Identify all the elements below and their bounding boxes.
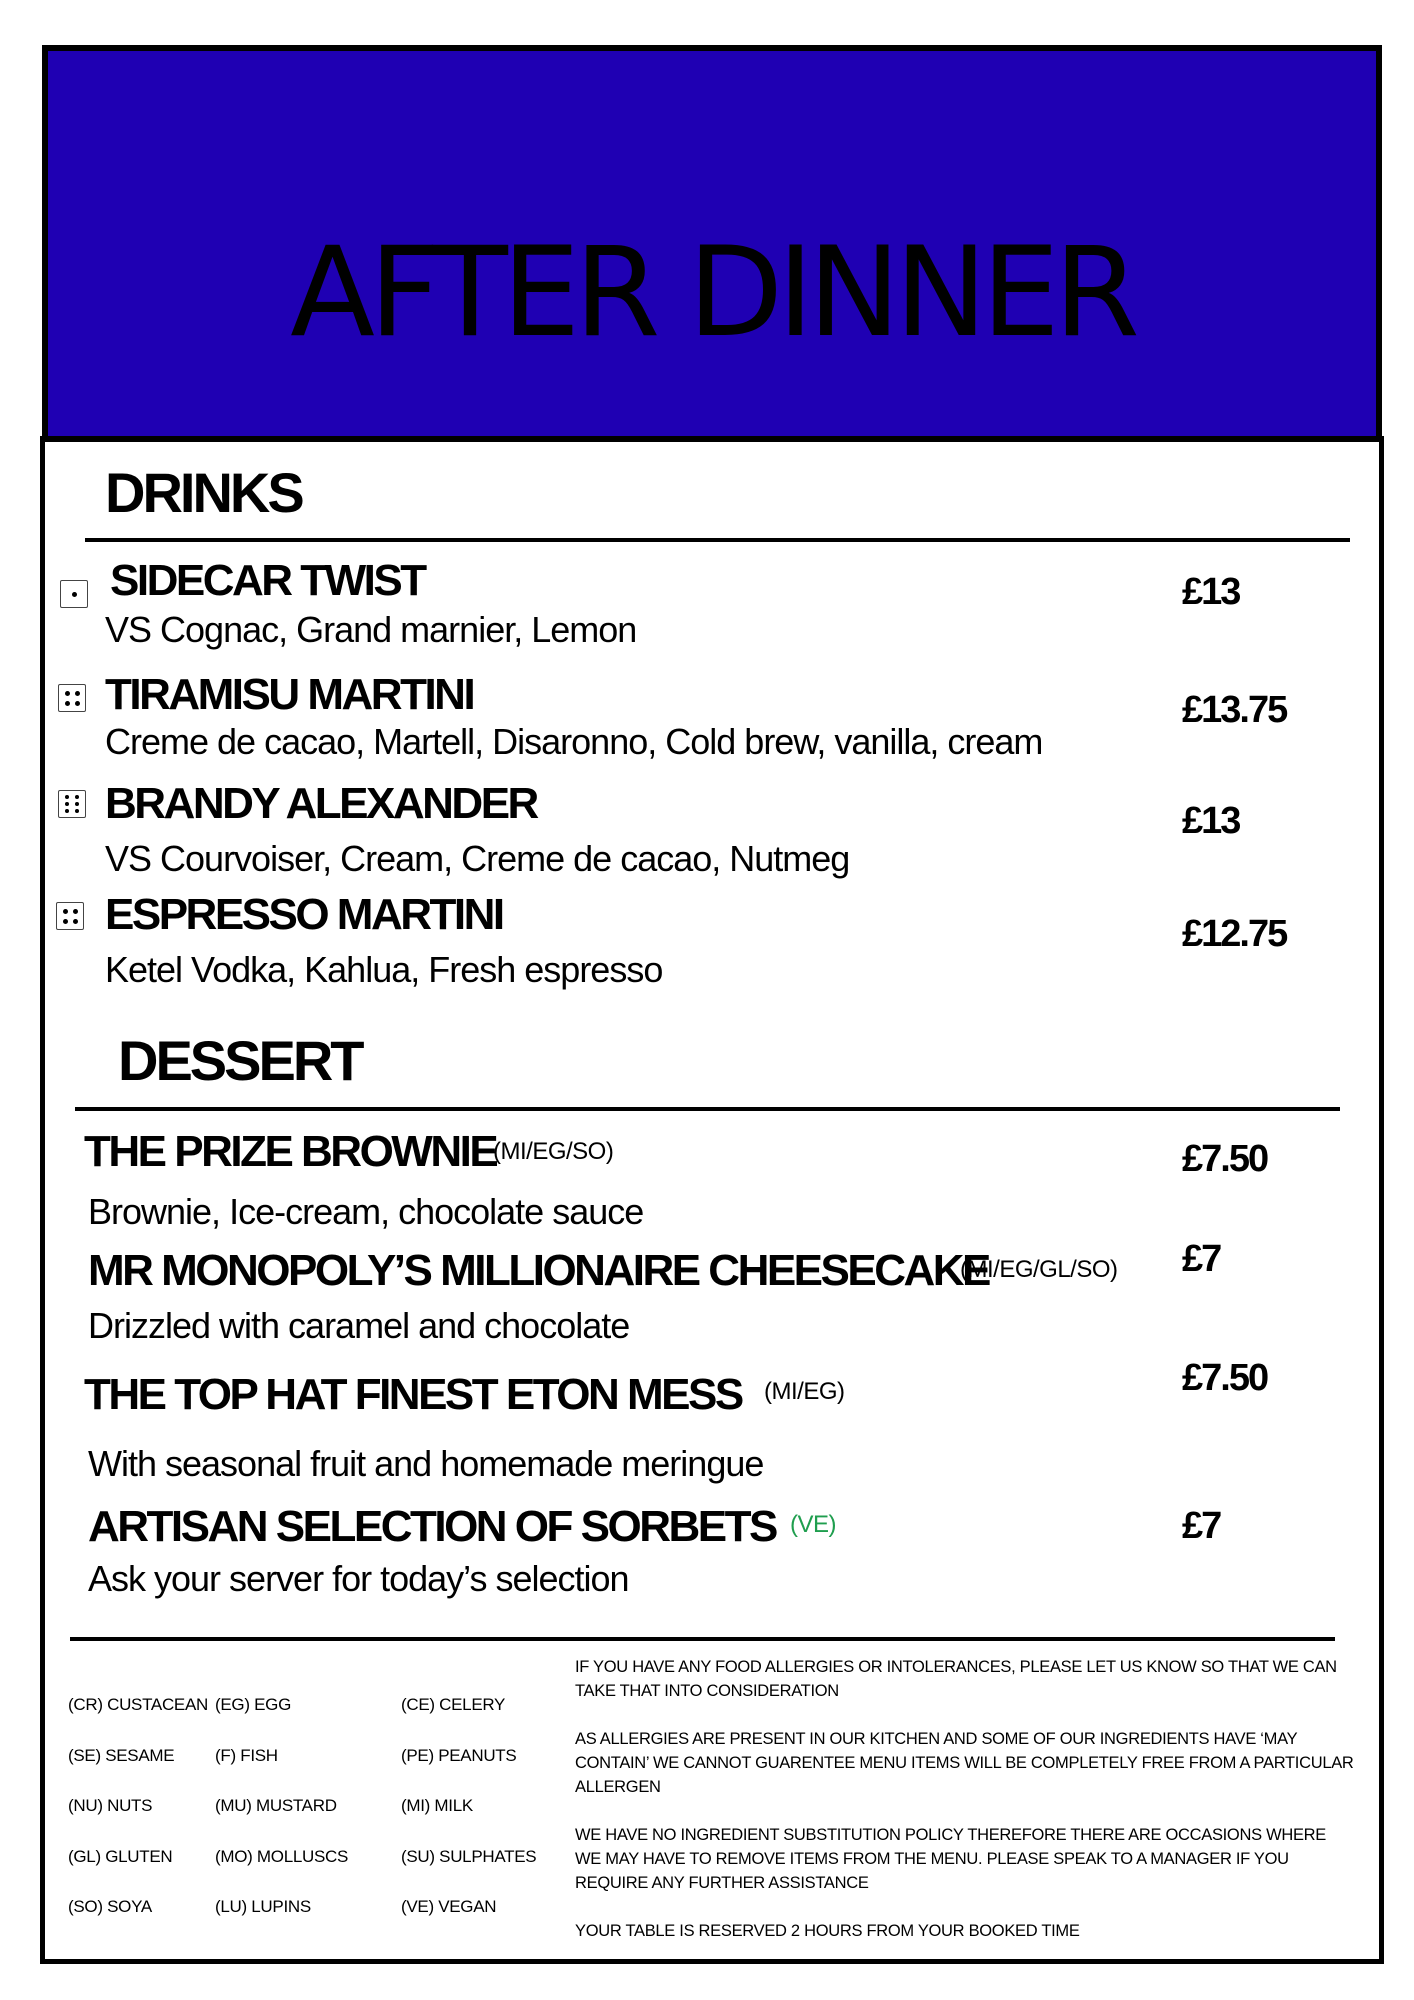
- allergen-key-item: (GL) GLUTEN: [68, 1846, 173, 1866]
- allergen-key-item: (CR) CUSTACEAN: [68, 1695, 208, 1714]
- dessert-allergens: (MI/EG): [764, 1378, 845, 1405]
- dessert-description: Brownie, Ice-cream, chocolate sauce: [88, 1191, 644, 1232]
- dessert-price: £7.50: [1182, 1138, 1268, 1180]
- allergy-notices: [575, 1655, 1355, 1967]
- vegan-tag: (VE): [790, 1511, 836, 1538]
- drink-description: VS Courvoiser, Cream, Creme de cacao, Nutmeg: [105, 838, 850, 879]
- dice-four-icon: [56, 902, 84, 930]
- dessert-name: MR MONOPOLY’S MILLIONAIRE CHEESECAKE: [88, 1246, 989, 1295]
- dice-four-icon: [58, 684, 86, 712]
- drink-price: £13: [1182, 800, 1240, 842]
- footer-divider: [70, 1637, 1335, 1641]
- dice-six-icon: [58, 790, 86, 818]
- dice-one-icon: [60, 580, 88, 608]
- notice-text: IF YOU HAVE ANY FOOD ALLERGIES OR INTOLERANCES, PLEASE LET US KNOW SO THAT WE CAN TAKE THAT INTO CONSIDERATION: [575, 1658, 1337, 1700]
- allergen-key-item: (MU) MUSTARD: [215, 1796, 337, 1815]
- dessert-name: THE TOP HAT FINEST ETON MESS: [84, 1370, 742, 1419]
- allergen-key-item: (F) FISH: [215, 1745, 278, 1765]
- allergen-key-item: (EG) EGG: [215, 1695, 291, 1714]
- dessert-name: ARTISAN SELECTION OF SORBETS: [88, 1502, 776, 1551]
- drink-description: Creme de cacao, Martell, Disaronno, Cold brew, vanilla, cream: [105, 721, 1043, 762]
- drink-name: BRANDY ALEXANDER: [105, 779, 537, 828]
- dessert-description: Ask your server for today’s selection: [88, 1558, 629, 1599]
- dessert-divider: [75, 1107, 1340, 1111]
- drink-description: Ketel Vodka, Kahlua, Fresh espresso: [105, 949, 663, 990]
- dessert-allergens: (MI/EG/GL/SO): [960, 1256, 1118, 1283]
- allergen-key-item: (SO) SOYA: [68, 1897, 152, 1916]
- allergen-key-item: (MO) MOLLUSCS: [215, 1846, 349, 1866]
- drink-description: VS Cognac, Grand marnier, Lemon: [105, 609, 637, 650]
- drink-name: ESPRESSO MARTINI: [105, 890, 503, 939]
- dessert-heading: DESSERT: [118, 1029, 362, 1092]
- notice-text: WE HAVE NO INGREDIENT SUBSTITUTION POLICY THEREFORE THERE ARE OCCASIONS WHERE WE MAY HAVE TO REMOVE ITEMS FROM THE MENU. PLEASE SPEAK TO A MANAGER IF YOU REQUIRE ANY FURTHER ASSISTANCE: [575, 1826, 1326, 1892]
- header-banner: [42, 45, 1382, 442]
- drinks-divider: [85, 538, 1350, 542]
- dessert-name: THE PRIZE BROWNIE: [84, 1127, 497, 1176]
- allergen-key-item: (SU) SULPHATES: [401, 1846, 537, 1866]
- dessert-price: £7.50: [1182, 1357, 1268, 1399]
- dessert-description: Drizzled with caramel and chocolate: [88, 1305, 630, 1346]
- allergen-key: [68, 1680, 568, 1933]
- allergen-key-item: (SE) SESAME: [68, 1745, 175, 1765]
- drink-price: £13: [1182, 571, 1240, 613]
- dessert-price: £7: [1182, 1505, 1221, 1547]
- drink-price: £12.75: [1182, 913, 1287, 955]
- drinks-heading: DRINKS: [105, 461, 302, 524]
- drink-name: SIDECAR TWIST: [110, 556, 425, 605]
- allergen-key-item: (NU) NUTS: [68, 1796, 153, 1815]
- notice-text: AS ALLERGIES ARE PRESENT IN OUR KITCHEN AND SOME OF OUR INGREDIENTS HAVE ‘MAY CONTAIN’ WE CANNOT GUARENTEE MENU ITEMS WILL BE COMPLETELY FREE FROM A PARTICULAR ALLERGEN: [575, 1730, 1354, 1796]
- dessert-allergens: (MI/EG/SO): [493, 1138, 614, 1165]
- dessert-description: With seasonal fruit and homemade meringue: [88, 1443, 764, 1484]
- allergen-key-item: (PE) PEANUTS: [401, 1745, 517, 1765]
- notice-text: YOUR TABLE IS RESERVED 2 HOURS FROM YOUR BOOKED TIME: [575, 1922, 1080, 1940]
- allergen-key-item: (VE) VEGAN: [401, 1897, 497, 1916]
- allergen-key-item: (CE) CELERY: [401, 1695, 506, 1714]
- drink-name: TIRAMISU MARTINI: [105, 670, 474, 719]
- page-title: AFTER DINNER: [290, 221, 1134, 365]
- drink-price: £13.75: [1182, 689, 1287, 731]
- allergen-key-item: (MI) MILK: [401, 1796, 473, 1815]
- allergen-key-item: (LU) LUPINS: [215, 1897, 311, 1916]
- dessert-price: £7: [1182, 1238, 1221, 1280]
